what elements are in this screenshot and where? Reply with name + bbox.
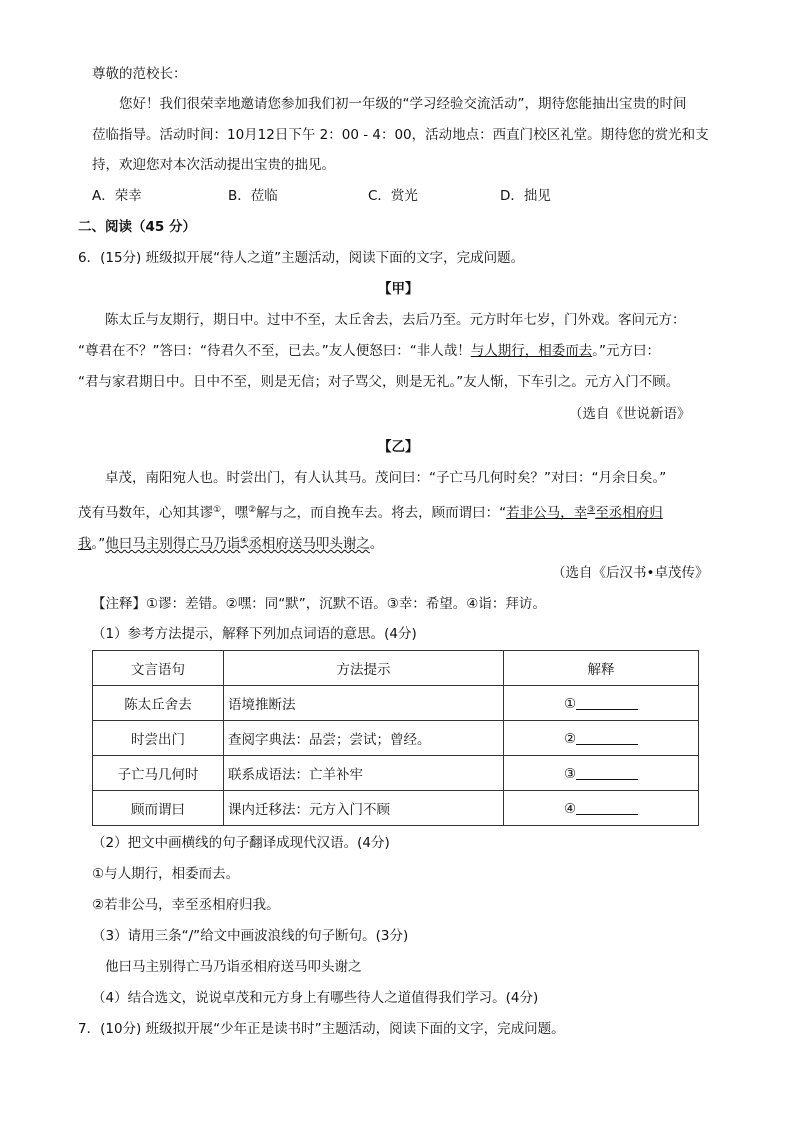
table-cell: 查阅字典法：品尝；尝试；曾经。 (224, 721, 504, 756)
sub-question-4: （4）结合选文，说说卓茂和元方身上有哪些待人之道值得我们学习。(4分) (92, 990, 539, 1006)
yi-line-2-text-c: 解与之，而自挽车去。将去，顾而谓曰：“ (256, 505, 507, 521)
yi-line-3-end: 。 (369, 536, 384, 552)
answer-cell (504, 721, 699, 756)
yi-line-3-quote: 。” (91, 536, 106, 552)
answer-number: ④ (563, 800, 577, 817)
table-header: 方法提示 (224, 651, 504, 686)
answer-blank[interactable] (576, 695, 638, 710)
annotations: 【注释】①谬：差错。②嘿：同“默”，沉默不语。③幸：希望。④诣：拜访。 (92, 596, 546, 612)
answer-cell (504, 791, 699, 826)
table-header: 解释 (504, 651, 699, 686)
jia-underlined-sentence: 与人期行，相委而去 (470, 343, 593, 359)
sub-question-1: （1）参考方法提示，解释下列加点词语的意思。(4分) (92, 626, 417, 642)
jia-heading: 【甲】 (378, 281, 419, 297)
jia-line-2-text: “尊君在不？”答曰：“待君久不至，已去。”友人便怒曰：“非人哉！ (78, 343, 471, 359)
section-title: 二、阅读（45 分） (78, 219, 196, 235)
method-table (92, 650, 699, 826)
yi-underlined-sentence-b: 至丞相府归 (595, 505, 663, 521)
jia-source: （选自《世说新语》 (569, 406, 691, 422)
yi-line-2-text: 茂有马数年，心知其谬 (78, 505, 213, 521)
letter-line-3: 持，欢迎您对本次活动提出宝贵的拙见。 (92, 157, 335, 173)
note-marker-4: ④ (240, 536, 249, 546)
yi-source: （选自《后汉书•卓茂传》 (552, 565, 709, 581)
sub-question-2-item-2: ②若非公马，幸至丞相府归我。 (92, 897, 280, 913)
q7-stem: 7．(10分) 班级拟开展“少年正是读书时”主题活动，阅读下面的文字，完成问题。 (78, 1021, 565, 1037)
table-header: 文言语句 (93, 651, 224, 686)
table-row (93, 756, 699, 791)
yi-line-1: 卓茂，南阳宛人也。时尝出门，有人认其马。茂问曰：“子亡马几何时矣？”对曰：“月余日矣。” (105, 470, 667, 486)
letter-line-2: 莅临指导。活动时间：10月12日下午 2：00 - 4：00，活动地点：西直门校区礼堂。期待您的赏光和支 (92, 127, 709, 143)
table-cell: 陈太丘舍去 (93, 686, 224, 721)
option-b: B．莅临 (228, 188, 278, 204)
jia-line-3: “君与家君期日中。日中不至，则是无信；对子骂父，则是无礼。”友人惭，下车引之。元方入门不顾。 (78, 374, 680, 390)
sub-question-3-sentence: 他曰马主别得亡马乃诣丞相府送马叩头谢之 (105, 959, 362, 975)
note-marker-1: ① (213, 505, 222, 515)
jia-line-1: 陈太丘与友期行，期日中。过中不至，太丘舍去，去后乃至。元方时年七岁，门外戏。客问元方： (105, 312, 686, 328)
answer-blank[interactable] (576, 730, 638, 745)
table-header-row (93, 651, 699, 686)
yi-line-2-text-b: ，嘿 (221, 505, 249, 521)
option-a: A．荣幸 (92, 188, 142, 204)
table-cell: 语境推断法 (224, 686, 504, 721)
q6-stem: 6．(15分) 班级拟开展“待人之道”主题活动，阅读下面的文字，完成问题。 (78, 250, 525, 266)
yi-line-2 (78, 500, 663, 523)
jia-line-2-tail: 。”元方曰： (592, 343, 660, 359)
note-marker-2: ② (248, 505, 257, 515)
table-row (93, 686, 699, 721)
table-cell: 子亡马几何时 (93, 756, 224, 791)
letter-greeting: 尊敬的范校长： (92, 66, 187, 82)
answer-cell (504, 756, 699, 791)
table-row (93, 721, 699, 756)
answer-number: ② (563, 730, 577, 747)
answer-blank[interactable] (576, 765, 638, 780)
sub-question-2-item-1: ①与人期行，相委而去。 (92, 866, 240, 882)
yi-wavy-sentence-b: 丞相府送马叩头谢之 (248, 536, 370, 552)
table-cell: 时尝出门 (93, 721, 224, 756)
yi-heading: 【乙】 (378, 439, 419, 455)
table-row (93, 791, 699, 826)
yi-underlined-sentence-c: 我 (78, 536, 92, 552)
yi-wavy-sentence-a: 他曰马主别得亡马乃诣 (105, 536, 241, 552)
answer-number: ③ (563, 765, 577, 782)
table-cell: 课内迁移法：元方入门不顾 (224, 791, 504, 826)
answer-number: ① (563, 695, 577, 712)
jia-line-2 (78, 341, 660, 361)
table-cell: 顾而谓曰 (93, 791, 224, 826)
answer-cell (504, 686, 699, 721)
table-cell: 联系成语法：亡羊补牢 (224, 756, 504, 791)
sub-question-3: （3）请用三条“/”给文中画波浪线的句子断句。(3分) (92, 928, 409, 944)
sub-question-2: （2）把文中画横线的句子翻译成现代汉语。(4分) (92, 835, 390, 851)
answer-blank[interactable] (576, 800, 638, 815)
yi-underlined-sentence-a: 若非公马，幸 (506, 505, 588, 521)
option-d: D．拙见 (500, 188, 551, 204)
letter-line-1: 您好！我们很荣幸地邀请您参加我们初一年级的“学习经验交流活动”，期待您能抽出宝贵的时间 (119, 96, 687, 112)
yi-line-3 (78, 531, 383, 554)
note-marker-3: ③ (587, 505, 596, 515)
option-c: C．赏光 (368, 188, 418, 204)
